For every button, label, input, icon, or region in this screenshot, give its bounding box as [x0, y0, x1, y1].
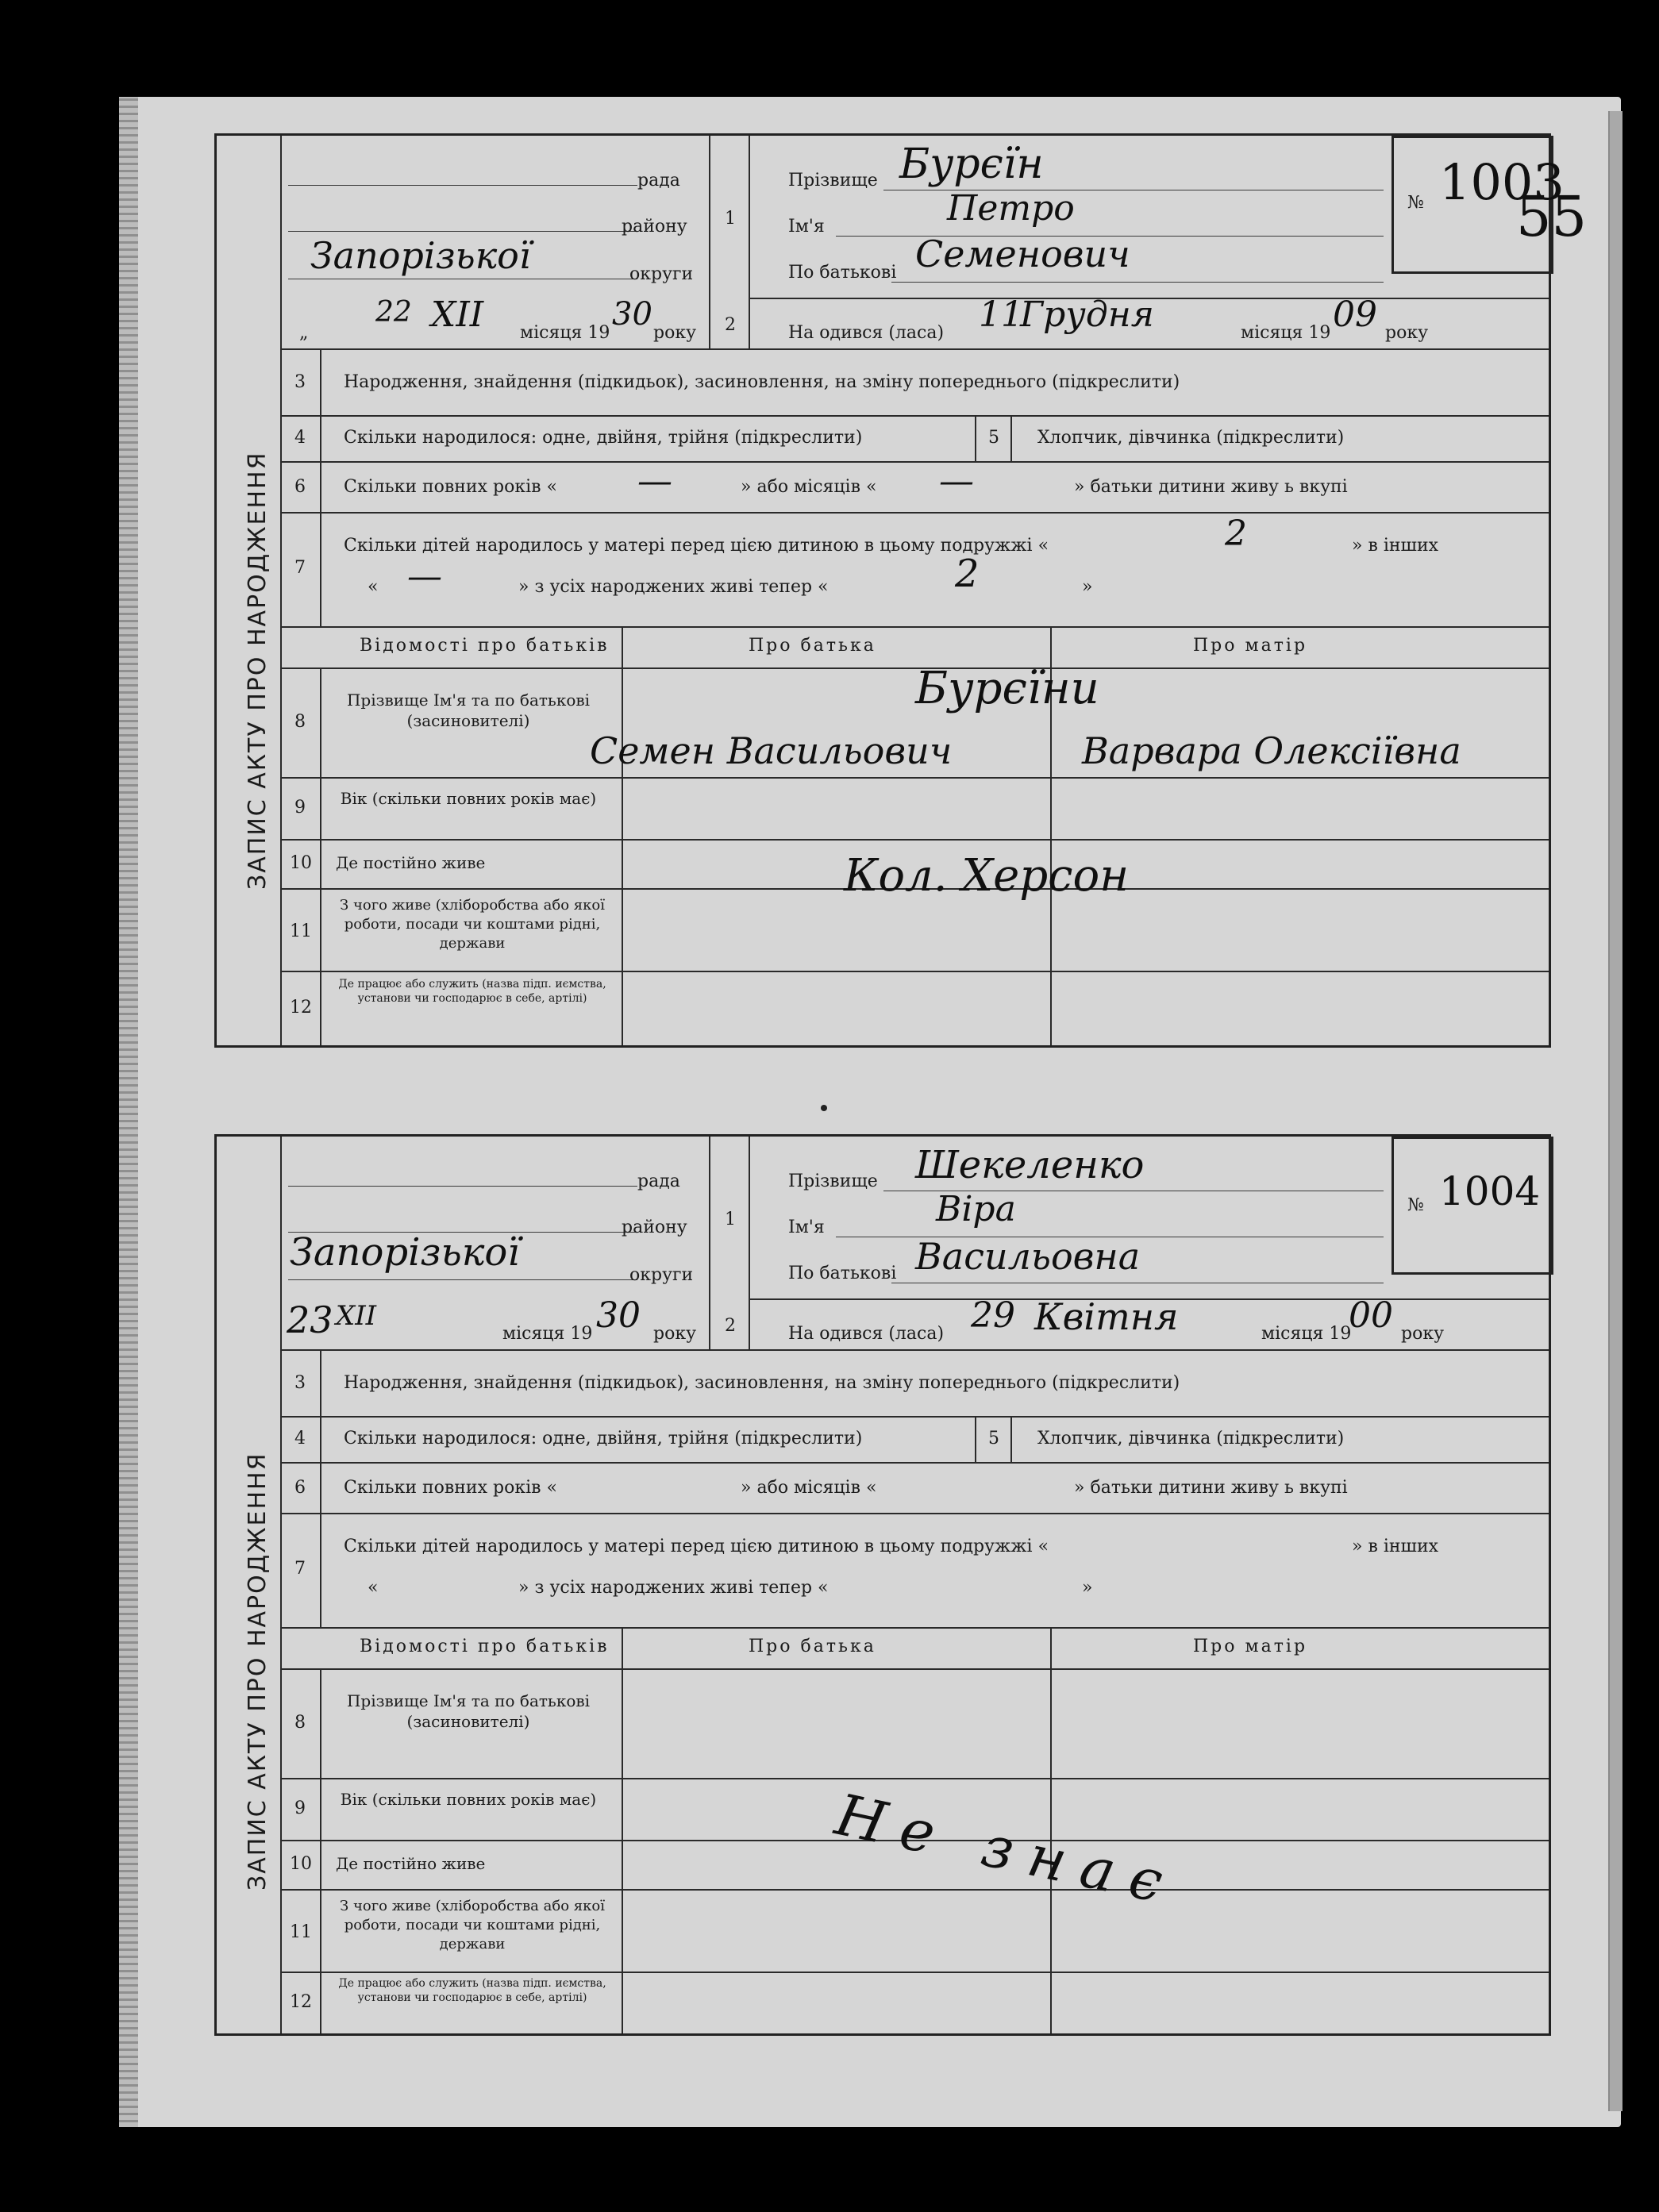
row-number: 5 [988, 428, 999, 448]
residence: Кол. Херсон [844, 850, 1130, 902]
side-title: ЗАПИС АКТУ ПРО НАРОДЖЕННЯ [244, 451, 271, 890]
child-name: Петро [947, 188, 1075, 229]
name-label: Ім'я [788, 1218, 825, 1237]
reg-year: 30 [596, 1295, 641, 1336]
record-number: 1003 [1439, 153, 1565, 211]
row8-label: Прізвище Ім'я та по батькові (засиновителі) [346, 691, 591, 730]
row12-label: Де працює або служить (назва підп. иємства, установи чи господарює в себе, артілі) [338, 978, 606, 1005]
page-binding-edge [119, 97, 138, 2127]
birth-roku-label: року [1385, 323, 1429, 343]
birth-record-form-2 [214, 1134, 1551, 2036]
row7-other: — [407, 556, 442, 597]
side-page-number: 55 [1516, 184, 1588, 249]
birth-day: 11 [979, 294, 1023, 335]
row7-label-a: Скільки дітей народилось у матері перед цією дитиною в цьому подружжі « [344, 1537, 1049, 1556]
row8-label: Прізвище Ім'я та по батькові (засиновителі) [346, 1691, 591, 1731]
raion-label: району [622, 1218, 687, 1237]
row-number: 7 [294, 1559, 306, 1579]
row3-label: Народження, знайдення (підкидьок), засиновлення, на зміну попереднього (підкреслити) [344, 1373, 1180, 1393]
misiatsia-label: місяця 19 [520, 323, 610, 343]
father-name: Семен Васильович [590, 729, 953, 772]
okrug-label: округи [629, 1265, 694, 1285]
row-number: 10 [290, 853, 312, 873]
patronymic-label: По батькові [788, 1264, 897, 1283]
row-number: 6 [294, 477, 306, 497]
row6-label-a: Скільки повних років « [344, 477, 557, 497]
row-number: 2 [725, 315, 736, 335]
row5-label: Хлопчик, дівчинка (підкреслити) [1037, 428, 1345, 448]
col-father-header: Про батька [749, 636, 876, 656]
row7-label-c: « [368, 577, 379, 597]
row-number: 11 [290, 1922, 312, 1942]
col-father-header: Про батька [749, 1637, 876, 1656]
mother-name: Варвара Олексіївна [1082, 729, 1461, 772]
surname-label: Прізвище [788, 171, 878, 190]
row11-label: З чого живе (хліборобства або якої роботи, посади чи коштами рідні, держави [340, 897, 605, 952]
okrug-value: Запорізької [290, 1230, 520, 1275]
row7-label-d: » з усіх народжених живі тепер « [518, 1578, 829, 1598]
row-number: 8 [294, 1713, 306, 1733]
birth-month: Грудня [1020, 294, 1154, 335]
row6-months: — [939, 461, 974, 502]
side-title: ЗАПИС АКТУ ПРО НАРОДЖЕННЯ [244, 1452, 271, 1891]
col-info-header: Відомості про батьків [360, 1637, 610, 1656]
col-mother-header: Про матір [1193, 636, 1308, 656]
row7-label-b: » в інших [1352, 1537, 1439, 1556]
row9-label: Вік (скільки повних років має) [340, 1790, 597, 1809]
record-number: 1004 [1439, 1168, 1541, 1214]
row4-label: Скільки народилося: одне, двійня, трійня (підкреслити) [344, 1429, 863, 1448]
roku-label: року [653, 323, 697, 343]
birth-misiatsia-label: місяця 19 [1261, 1324, 1352, 1344]
reg-month: XII [336, 1300, 377, 1332]
row7-label-a: Скільки дітей народилось у матері перед цією дитиною в цьому подружжі « [344, 536, 1049, 556]
child-patronymic: Васильовна [915, 1235, 1141, 1278]
roku-label: року [653, 1324, 697, 1344]
row7-this-marriage: 2 [1225, 514, 1247, 554]
parents-surname: Бурєїни [915, 663, 1099, 714]
row7-label-e: » [1082, 577, 1093, 597]
okrug-label: округи [629, 264, 694, 284]
row6-label-a: Скільки повних років « [344, 1478, 557, 1498]
reg-year: 30 [612, 296, 652, 333]
row-number: 7 [294, 558, 306, 578]
col-info-header: Відомості про батьків [360, 636, 610, 656]
row7-alive: 2 [955, 552, 980, 596]
okrug-value: Запорізької [310, 234, 531, 277]
row-number: 9 [294, 1798, 306, 1818]
row4-label: Скільки народилося: одне, двійня, трійня (підкреслити) [344, 428, 863, 448]
row11-label: З чого живе (хліборобства або якої роботи, посади чи коштами рідні, держави [340, 1898, 605, 1952]
row10-label: Де постійно живе [336, 853, 486, 872]
reg-date-prefix: „ [299, 323, 309, 343]
page-right-edge [1608, 111, 1622, 2111]
child-name: Віра [936, 1189, 1016, 1229]
row5-label: Хлопчик, дівчинка (підкреслити) [1037, 1429, 1345, 1448]
no-label: № [1407, 193, 1424, 213]
row6-label-b: » або місяців « [741, 477, 877, 497]
row-number: 1 [725, 1210, 736, 1229]
row7-label-b: » в інших [1352, 536, 1439, 556]
row-number: 4 [294, 1429, 306, 1448]
row-number: 8 [294, 712, 306, 732]
row7-label-c: « [368, 1578, 379, 1598]
row6-label-c: » батьки дитини живу ь вкупі [1074, 477, 1348, 497]
name-label: Ім'я [788, 217, 825, 237]
row3-label: Народження, знайдення (підкидьок), засиновлення, на зміну попереднього (підкреслити) [344, 372, 1180, 392]
row-number: 12 [290, 998, 312, 1018]
row-number: 1 [725, 209, 736, 229]
row7-label-d: » з усіх народжених живі тепер « [518, 577, 829, 597]
row-number: 6 [294, 1478, 306, 1498]
row-number: 10 [290, 1854, 312, 1874]
row-number: 12 [290, 1992, 312, 2012]
row6-label-b: » або місяців « [741, 1478, 877, 1498]
rada-label: рада [637, 1171, 680, 1191]
misiatsia-label: місяця 19 [502, 1324, 593, 1344]
birth-label: На одився (ласа) [788, 323, 945, 343]
row6-years: — [637, 461, 672, 502]
ink-dot [821, 1105, 827, 1111]
row-number: 5 [988, 1429, 999, 1448]
surname-label: Прізвище [788, 1171, 878, 1191]
birth-year: 09 [1333, 294, 1377, 335]
birth-month: Квітня [1034, 1295, 1179, 1338]
col-mother-header: Про матір [1193, 1637, 1308, 1656]
row-number: 9 [294, 798, 306, 817]
row-number: 3 [294, 372, 306, 392]
no-label: № [1407, 1195, 1424, 1215]
birth-day: 29 [971, 1295, 1015, 1336]
reg-day: 22 [375, 296, 412, 329]
row-number: 3 [294, 1373, 306, 1393]
row10-label: Де постійно живе [336, 1854, 486, 1873]
parents-note: Не знає [830, 1781, 1184, 1919]
patronymic-label: По батькові [788, 263, 897, 283]
birth-misiatsia-label: місяця 19 [1241, 323, 1331, 343]
reg-day: 23 [287, 1298, 333, 1341]
reg-month: XII [431, 294, 484, 335]
row-number: 2 [725, 1316, 736, 1336]
row-number: 11 [290, 921, 312, 941]
child-patronymic: Семенович [915, 233, 1130, 275]
row9-label: Вік (скільки повних років має) [340, 789, 597, 808]
rada-label: рада [637, 171, 680, 190]
row12-label: Де працює або служить (назва підп. иємства, установи чи господарює в себе, артілі) [338, 1977, 606, 2004]
row7-label-e: » [1082, 1578, 1093, 1598]
birth-label: На одився (ласа) [788, 1324, 945, 1344]
birth-year: 00 [1349, 1295, 1393, 1336]
raion-label: району [622, 217, 687, 237]
child-surname: Бурєїн [899, 140, 1044, 188]
row6-label-c: » батьки дитини живу ь вкупі [1074, 1478, 1348, 1498]
birth-roku-label: року [1401, 1324, 1445, 1344]
row-number: 4 [294, 428, 306, 448]
child-surname: Шекеленко [915, 1143, 1145, 1187]
